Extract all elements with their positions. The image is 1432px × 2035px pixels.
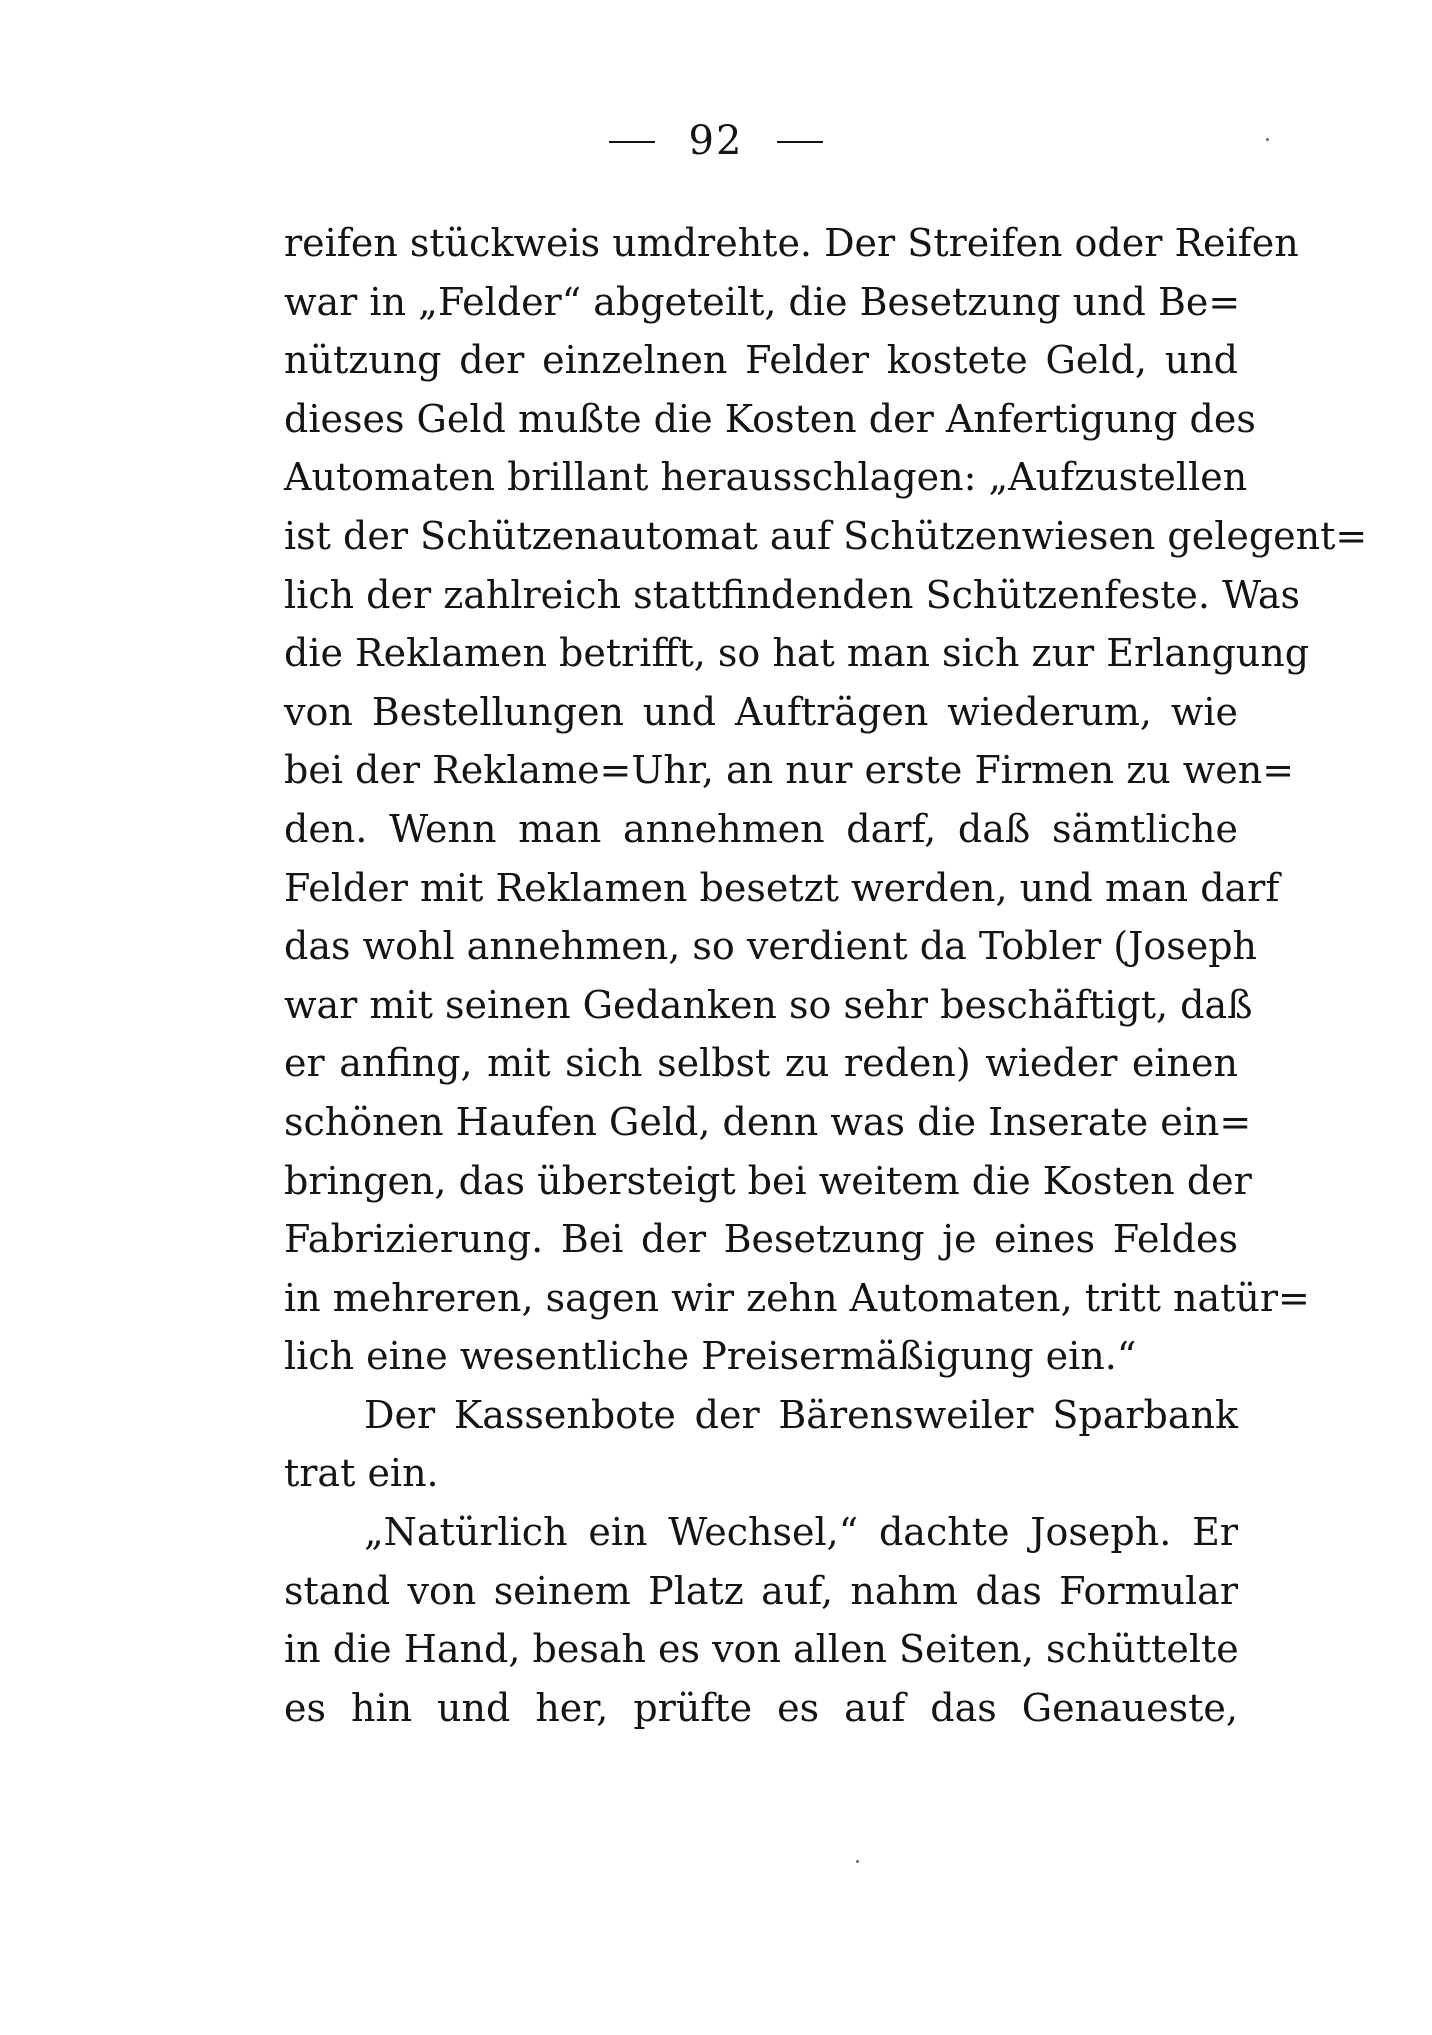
text-line: nützung der einzelnen Felder kostete Geld, und — [284, 338, 1238, 383]
text-line: in die Hand, besah es von allen Seiten, schüttelte — [284, 1627, 1239, 1672]
text-line: Der Kassenbote der Bärensweiler Sparbank — [364, 1392, 1238, 1437]
paper-speck — [1266, 138, 1269, 141]
text-line: schönen Haufen Geld, denn was die Inserate ein= — [284, 1099, 1252, 1144]
paper-speck — [856, 1860, 859, 1863]
text-line: bei der Reklame=Uhr, an nur erste Firmen zu wen= — [284, 748, 1295, 793]
right-dash — [777, 141, 823, 143]
text-line: „Natürlich ein Wechsel,“ dachte Joseph. Er — [364, 1510, 1238, 1555]
text-line: lich eine wesentliche Preisermäßigung ein.“ — [284, 1334, 1137, 1379]
text-line: war mit seinen Gedanken so sehr beschäftigt, daß — [284, 982, 1253, 1027]
page-number-value: 92 — [688, 118, 744, 164]
body-text — [284, 214, 1368, 1737]
text-line: ist der Schützenautomat auf Schützenwiesen gelegent= — [284, 513, 1368, 558]
text-line: in mehreren, sagen wir zehn Automaten, tritt natür= — [284, 1275, 1310, 1320]
text-line: Felder mit Reklamen besetzt werden, und man darf — [284, 865, 1280, 910]
text-line: dieses Geld mußte die Kosten der Anfertigung des — [284, 396, 1256, 441]
text-line: es hin und her, prüfte es auf das Genaueste, — [284, 1685, 1238, 1730]
text-line: war in „Felder“ abgeteilt, die Besetzung und Be= — [284, 279, 1241, 324]
text-line: von Bestellungen und Aufträgen wiederum, wie — [284, 689, 1238, 734]
text-line: den. Wenn man annehmen darf, daß sämtliche — [284, 806, 1238, 851]
text-line: lich der zahlreich stattfindenden Schützenfeste. Was — [284, 572, 1300, 617]
text-line: er anfing, mit sich selbst zu reden) wieder einen — [284, 1041, 1238, 1086]
text-line: trat ein. — [284, 1451, 439, 1496]
page-number — [0, 118, 1432, 164]
text-line: Fabrizierung. Bei der Besetzung je eines Feldes — [284, 1217, 1238, 1262]
left-dash — [609, 141, 655, 143]
text-line: reifen stückweis umdrehte. Der Streifen oder Reifen — [284, 221, 1299, 265]
text-line: das wohl annehmen, so verdient da Tobler (Joseph — [284, 924, 1258, 969]
text-line: stand von seinem Platz auf, nahm das Formular — [284, 1568, 1238, 1613]
text-line: bringen, das übersteigt bei weitem die Kosten der — [284, 1158, 1252, 1203]
text-line: Automaten brillant herausschlagen: „Aufzustellen — [284, 455, 1248, 500]
text-line: die Reklamen betrifft, so hat man sich zur Erlangung — [284, 631, 1310, 676]
